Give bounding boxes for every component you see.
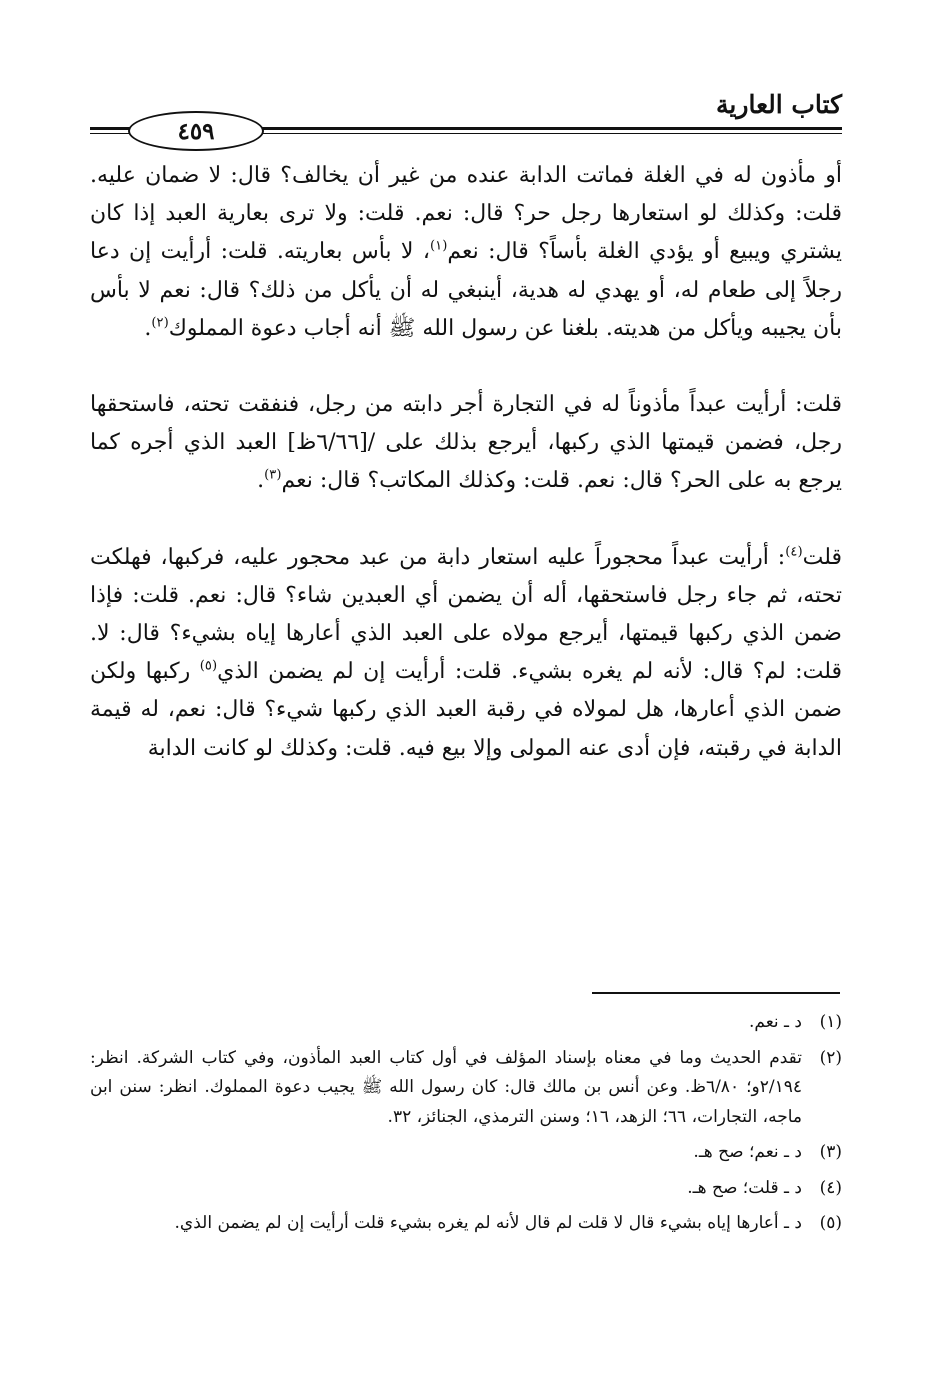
footnote-number: (١) bbox=[819, 1012, 842, 1032]
page-header bbox=[90, 88, 842, 148]
text-run: ركبها ولكن ضمن الذي أعارها، هل لمولاه في رقبة العبد الذي ركبها شيء؟ قال: نعم، له قيمة الدابة في رقبته، فإن أدى عنه المولى وإلا بيع فيه. قلت: وكذلك لو كانت الدابة bbox=[90, 659, 842, 761]
footnote-item bbox=[90, 1138, 842, 1168]
footnote-item bbox=[90, 1044, 842, 1133]
footnote-text: د ـ أعارها إياه بشيء قال لا قلت لم قال لأنه لم يغره بشيء قلت أرأيت إن لم يضمن الذي. bbox=[174, 1213, 802, 1233]
footnote-number: (٣) bbox=[819, 1142, 842, 1162]
footnote-number: (٤) bbox=[819, 1177, 842, 1198]
footnote-ref: (٣) bbox=[264, 468, 282, 484]
footnotes bbox=[90, 1008, 842, 1245]
page-number-badge bbox=[128, 111, 264, 151]
text-run: . bbox=[144, 315, 152, 341]
paragraph bbox=[90, 157, 842, 348]
footnote-number: (٥) bbox=[819, 1213, 842, 1233]
footnote-text: تقدم الحديث وما في معناه بإسناد المؤلف في أول كتاب العبد المأذون، وفي كتاب الشركة. انظر: ٢/١٩٤و؛ ٦/٨٠ظ. وعن أنس بن مالك قال: كان رسول الله ﷺ يجيب دعوة المملوك. انظر: سنن ابن ماجه، التجارات، ٦٦؛ الزهد، ١٦؛ وسنن الترمذي، الجنائز، ٣٢. bbox=[90, 1047, 802, 1127]
footnote-item bbox=[90, 1209, 842, 1239]
footnote-ref: (٢) bbox=[151, 315, 169, 331]
text-run: ، لا بأس بعاريته. قلت: أرأيت إن دعا رجلاً إلى طعام له، أو يهدي له هدية، أينبغي له أن يأكل من ذلك؟ قال: نعم لا بأس بأن يجيبه ويأكل من هديته. بلغنا عن رسول الله ﷺ أنه أجاب دعوة المملوك bbox=[90, 239, 842, 341]
footnote-text: د ـ نعم؛ صح هـ. bbox=[693, 1142, 802, 1162]
footnote-ref: (٥) bbox=[199, 658, 218, 674]
paragraph bbox=[90, 539, 842, 768]
paragraph bbox=[90, 386, 842, 501]
text-run: قلت bbox=[802, 544, 842, 570]
text-run: أو مأذون له في الغلة فماتت الدابة عنده من غير أن يخالف؟ قال: لا ضمان عليه. قلت: وكذلك لو استعارها رجل حر؟ قال: نعم. قلت: ولا ترى بعارية العبد إذا كان يشتري ويبيع أو يؤدي الغلة بأساً؟ قال: نعم bbox=[90, 163, 842, 265]
footnote-item bbox=[90, 1174, 842, 1204]
text-run: قلت: أرأيت عبداً مأذوناً له في التجارة أجر دابته من رجل، فنفقت تحته، فاستحقها رجل، فضمن قيمتها الذي ركبها، أيرجع بذلك على /[٦/٦٦ظ] العبد الذي أجره كما يرجع به على الحر؟ قال: نعم. قلت: وكذلك المكاتب؟ قال: نعم bbox=[90, 392, 843, 494]
footnote-text: د ـ قلت؛ صح هـ. bbox=[687, 1177, 802, 1198]
running-title: كتاب العارية bbox=[716, 90, 842, 119]
footnote-item bbox=[90, 1008, 842, 1038]
text-run: . bbox=[257, 468, 265, 494]
footnote-text: د ـ نعم. bbox=[748, 1012, 802, 1032]
footnote-number: (٢) bbox=[819, 1047, 842, 1068]
footnote-ref: (٤) bbox=[785, 544, 803, 560]
page-number: ٤٥٩ bbox=[177, 117, 215, 145]
footnote-separator bbox=[592, 992, 840, 994]
main-text bbox=[90, 157, 842, 768]
text-run: : أرأيت عبداً محجوراً عليه استعار دابة من عبد محجور عليه، فركبها، فهلكت تحته، ثم جاء رجل فاستحقها، أله أن يضمن أي العبدين شاء؟ قال: نعم. قلت: فإذا ضمن الذي ركبها قيمتها، أيرجع مولاه على العبد الذي أعارها إياه بشيء؟ قال: لا. قلت: لم؟ قال: لأنه لم يغره بشيء. قلت: أرأيت إن لم يضمن الذي bbox=[90, 544, 843, 685]
footnote-ref: (١) bbox=[429, 239, 448, 255]
